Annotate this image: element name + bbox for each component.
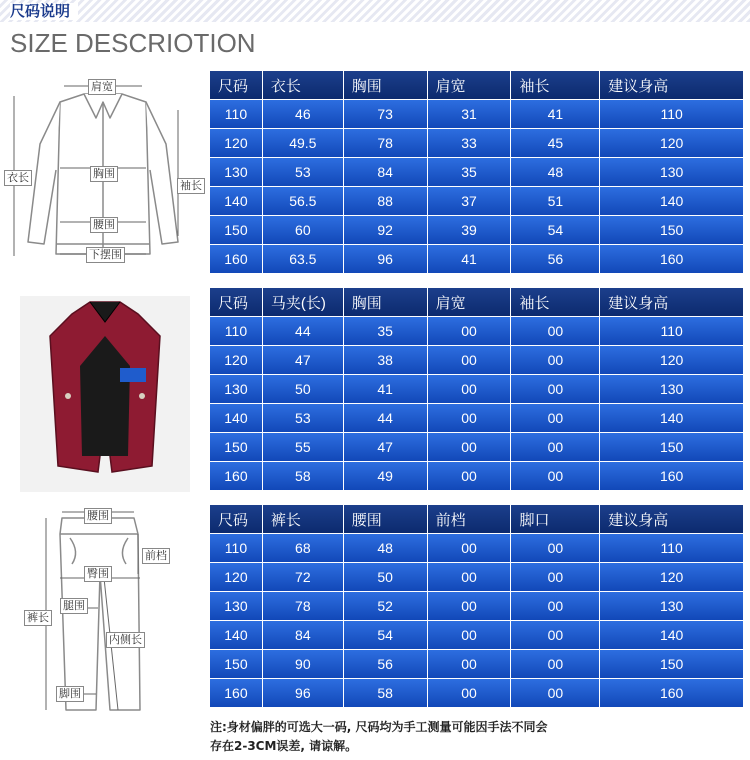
header-cell: 脚口	[511, 505, 599, 533]
table-row	[210, 563, 743, 591]
table-cell: 150	[600, 433, 743, 461]
table-cell: 160	[210, 462, 262, 490]
table-cell: 160	[210, 245, 262, 273]
table-cell: 48	[344, 534, 427, 562]
header-cell: 马夹(长)	[263, 288, 343, 316]
table-cell: 130	[210, 375, 262, 403]
table-cell: 48	[511, 158, 599, 186]
table-cell: 51	[511, 187, 599, 215]
ankle-label: 脚围	[56, 686, 84, 702]
table-cell: 00	[428, 650, 511, 678]
table-cell: 110	[600, 317, 743, 345]
header-cell: 尺码	[210, 71, 262, 99]
table-row	[210, 129, 743, 157]
table-cell: 00	[428, 375, 511, 403]
size-table-pants	[210, 505, 743, 707]
table-cell: 160	[600, 245, 743, 273]
table-cell: 150	[600, 650, 743, 678]
table-cell: 00	[511, 592, 599, 620]
table-cell: 140	[210, 404, 262, 432]
table-cell: 44	[263, 317, 343, 345]
table-cell: 00	[511, 650, 599, 678]
table-cell: 90	[263, 650, 343, 678]
table-row	[210, 317, 743, 345]
table-cell: 00	[511, 679, 599, 707]
size-table-vest	[210, 288, 743, 490]
size-table-tops	[210, 71, 743, 273]
header-cell: 前档	[428, 505, 511, 533]
table-cell: 56	[344, 650, 427, 678]
table-cell: 00	[428, 317, 511, 345]
table-cell: 49	[344, 462, 427, 490]
inseam-label: 内侧长	[106, 632, 145, 648]
table-cell: 130	[210, 592, 262, 620]
table-row	[210, 245, 743, 273]
table-cell: 00	[428, 534, 511, 562]
table-row	[210, 534, 743, 562]
table-cell: 00	[428, 592, 511, 620]
table-cell: 54	[344, 621, 427, 649]
table-cell: 140	[600, 404, 743, 432]
table-cell: 110	[210, 317, 262, 345]
table-cell: 47	[263, 346, 343, 374]
page-subtitle: SIZE DESCRIOTION	[10, 28, 256, 58]
table-cell: 00	[511, 534, 599, 562]
table-cell: 78	[263, 592, 343, 620]
sleeve-label: 袖长	[177, 178, 205, 194]
table-row	[210, 433, 743, 461]
pants-waist-label: 腰围	[84, 508, 112, 524]
table-cell: 120	[600, 563, 743, 591]
header-cell: 胸围	[344, 288, 427, 316]
table-cell: 39	[428, 216, 511, 244]
table-cell: 140	[210, 187, 262, 215]
table-cell: 56	[511, 245, 599, 273]
table-header-row	[210, 505, 743, 533]
table-row	[210, 158, 743, 186]
table-cell: 160	[600, 679, 743, 707]
table-cell: 31	[428, 100, 511, 128]
table-cell: 56.5	[263, 187, 343, 215]
table-cell: 150	[210, 433, 262, 461]
table-cell: 140	[210, 621, 262, 649]
table-cell: 00	[428, 621, 511, 649]
table-row	[210, 404, 743, 432]
table-cell: 78	[344, 129, 427, 157]
pants-diagram	[0, 504, 205, 716]
header-cell: 裤长	[263, 505, 343, 533]
table-cell: 110	[210, 534, 262, 562]
table-cell: 110	[600, 100, 743, 128]
front-rise-label: 前档	[142, 548, 170, 564]
table-header-row	[210, 288, 743, 316]
table-cell: 35	[344, 317, 427, 345]
table-cell: 54	[511, 216, 599, 244]
table-cell: 47	[344, 433, 427, 461]
table-cell: 120	[210, 129, 262, 157]
page-title: 尺码说明	[10, 3, 78, 20]
table-cell: 120	[600, 346, 743, 374]
table-cell: 00	[428, 679, 511, 707]
table-row	[210, 187, 743, 215]
footnote-line-2: 存在2-3CM误差, 请谅解。	[210, 739, 358, 753]
table-cell: 160	[600, 462, 743, 490]
table-cell: 84	[344, 158, 427, 186]
table-cell: 00	[511, 433, 599, 461]
table-cell: 120	[600, 129, 743, 157]
table-cell: 00	[428, 404, 511, 432]
header-cell: 建议身高	[600, 71, 743, 99]
header-cell: 尺码	[210, 288, 262, 316]
header-cell: 腰围	[344, 505, 427, 533]
table-row	[210, 592, 743, 620]
table-cell: 00	[511, 462, 599, 490]
table-cell: 72	[263, 563, 343, 591]
table-cell: 41	[344, 375, 427, 403]
table-cell: 44	[344, 404, 427, 432]
header-cell: 衣长	[263, 71, 343, 99]
header-cell: 胸围	[344, 71, 427, 99]
table-cell: 96	[344, 245, 427, 273]
thigh-label: 腿围	[60, 598, 88, 614]
table-cell: 150	[600, 216, 743, 244]
hip-label: 臀围	[84, 566, 112, 582]
header-cell: 建议身高	[600, 505, 743, 533]
table-cell: 150	[210, 216, 262, 244]
table-cell: 63.5	[263, 245, 343, 273]
shirt-diagram	[0, 74, 205, 270]
table-cell: 35	[428, 158, 511, 186]
table-cell: 52	[344, 592, 427, 620]
table-cell: 53	[263, 404, 343, 432]
table-cell: 00	[428, 346, 511, 374]
waist-label: 腰围	[90, 217, 118, 233]
footnote-line-1: 注:身材偏胖的可选大一码, 尺码均为手工测量可能因手法不同会	[210, 720, 548, 734]
table-cell: 00	[511, 317, 599, 345]
table-cell: 41	[511, 100, 599, 128]
table-row	[210, 346, 743, 374]
table-cell: 130	[600, 592, 743, 620]
table-cell: 00	[428, 563, 511, 591]
table-cell: 46	[263, 100, 343, 128]
header-cell: 袖长	[511, 71, 599, 99]
table-cell: 45	[511, 129, 599, 157]
table-cell: 58	[263, 462, 343, 490]
table-cell: 110	[600, 534, 743, 562]
table-cell: 140	[600, 187, 743, 215]
header-stripe	[0, 0, 750, 22]
table-cell: 33	[428, 129, 511, 157]
table-cell: 41	[428, 245, 511, 273]
table-cell: 84	[263, 621, 343, 649]
table-cell: 00	[511, 621, 599, 649]
vest-image-icon	[20, 296, 190, 492]
table-cell: 130	[600, 158, 743, 186]
table-cell: 53	[263, 158, 343, 186]
vest-photo	[20, 296, 190, 492]
header-cell: 袖长	[511, 288, 599, 316]
table-cell: 50	[263, 375, 343, 403]
table-cell: 160	[210, 679, 262, 707]
table-cell: 140	[600, 621, 743, 649]
table-row	[210, 375, 743, 403]
chest-label: 胸围	[90, 166, 118, 182]
table-cell: 120	[210, 563, 262, 591]
table-cell: 38	[344, 346, 427, 374]
header-cell: 建议身高	[600, 288, 743, 316]
header-cell: 肩宽	[428, 288, 511, 316]
table-cell: 96	[263, 679, 343, 707]
table-cell: 50	[344, 563, 427, 591]
table-cell: 49.5	[263, 129, 343, 157]
table-cell: 00	[428, 462, 511, 490]
table-cell: 130	[600, 375, 743, 403]
shoulder-label: 肩宽	[88, 79, 116, 95]
table-cell: 150	[210, 650, 262, 678]
table-cell: 55	[263, 433, 343, 461]
header-cell: 尺码	[210, 505, 262, 533]
table-row	[210, 650, 743, 678]
table-cell: 00	[428, 433, 511, 461]
table-cell: 88	[344, 187, 427, 215]
table-row	[210, 679, 743, 707]
table-cell: 130	[210, 158, 262, 186]
table-row	[210, 216, 743, 244]
table-header-row	[210, 71, 743, 99]
table-cell: 00	[511, 404, 599, 432]
footnote	[210, 718, 548, 756]
table-cell: 00	[511, 346, 599, 374]
table-row	[210, 100, 743, 128]
table-cell: 73	[344, 100, 427, 128]
table-cell: 58	[344, 679, 427, 707]
table-cell: 110	[210, 100, 262, 128]
table-cell: 92	[344, 216, 427, 244]
table-cell: 120	[210, 346, 262, 374]
table-cell: 00	[511, 375, 599, 403]
table-row	[210, 621, 743, 649]
table-cell: 60	[263, 216, 343, 244]
table-row	[210, 462, 743, 490]
table-cell: 37	[428, 187, 511, 215]
length-label: 衣长	[4, 170, 32, 186]
table-cell: 00	[511, 563, 599, 591]
pants-length-label: 裤长	[24, 610, 52, 626]
header-cell: 肩宽	[428, 71, 511, 99]
table-cell: 68	[263, 534, 343, 562]
hem-label: 下摆围	[86, 247, 125, 263]
